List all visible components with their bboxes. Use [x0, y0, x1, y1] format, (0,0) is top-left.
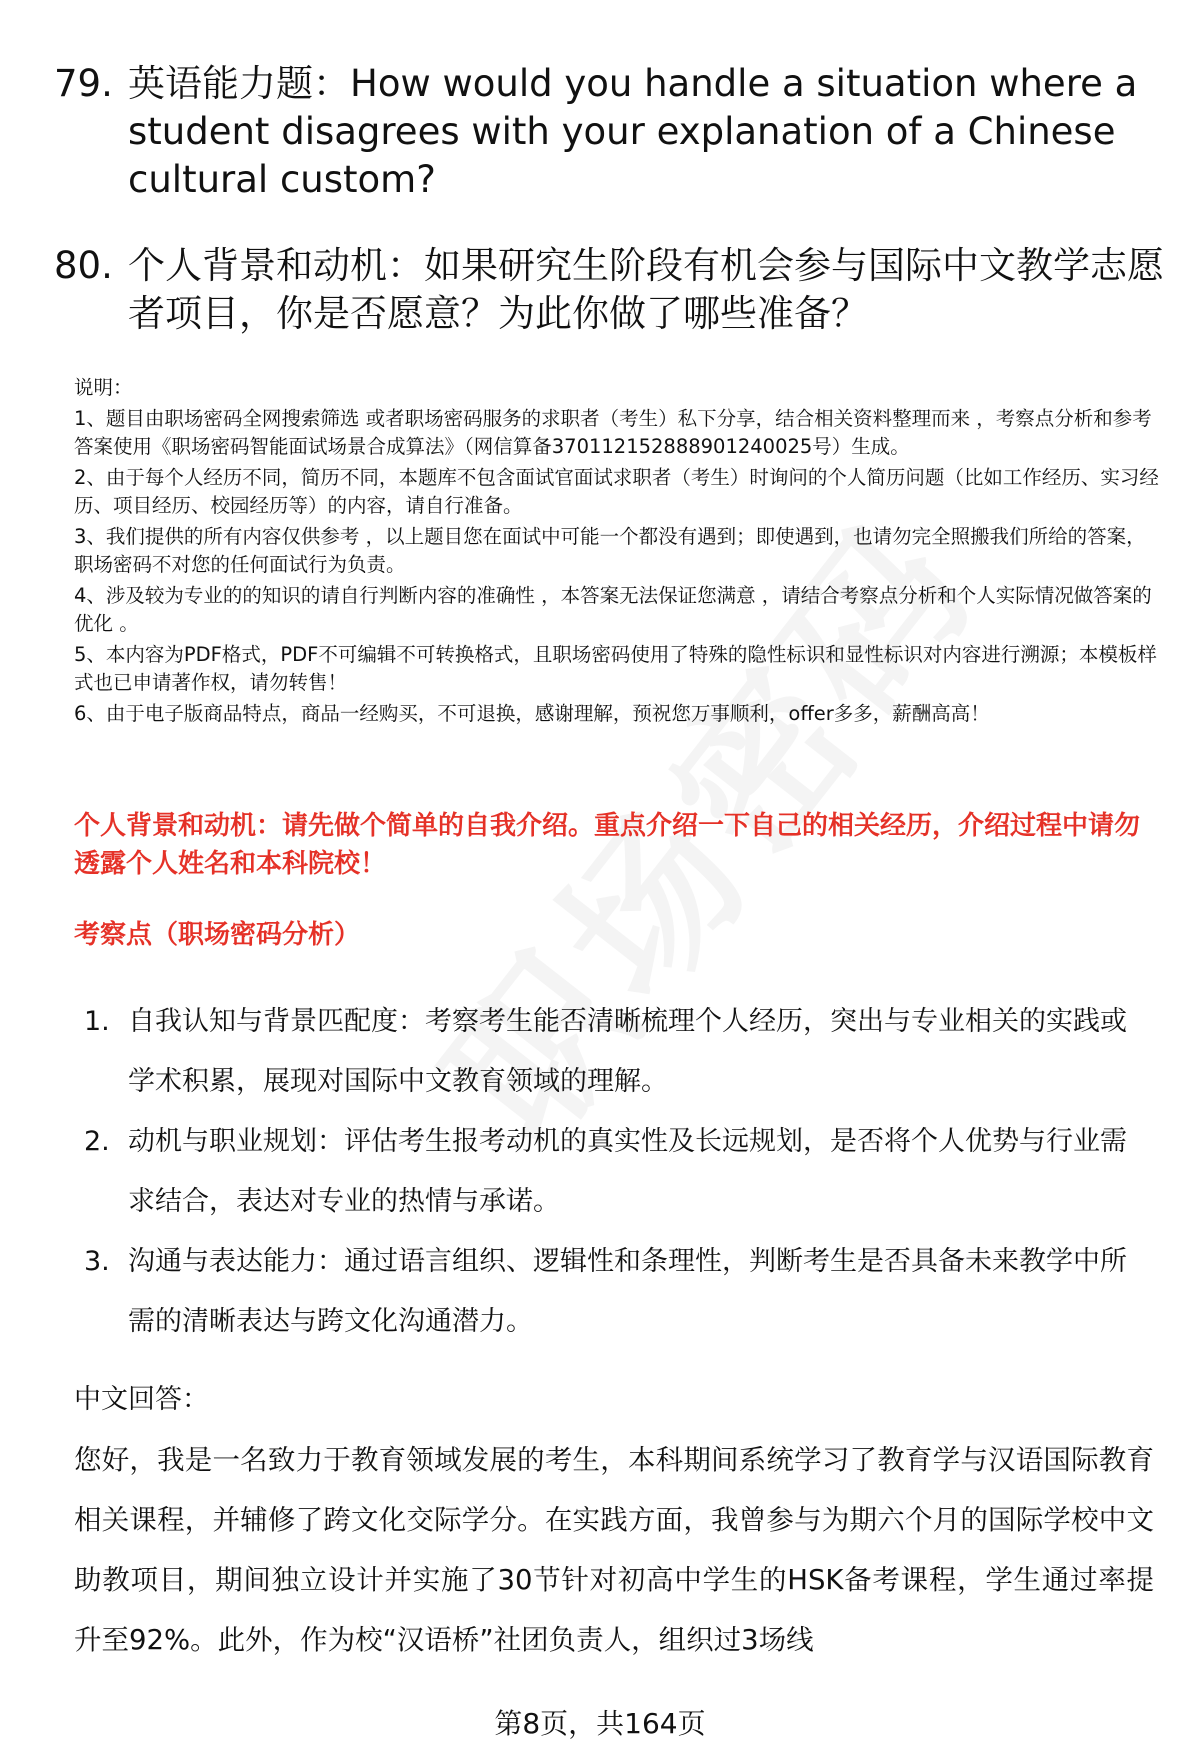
note-item: 4、涉及较为专业的的知识的请自行判断内容的准确性 ，本答案无法保证您满意 ，请结合考察点分析和个人实际情况做答案的优化 。 — [74, 584, 1152, 635]
question-number: 79. — [54, 62, 113, 105]
note-item: 2、由于每个人经历不同，简历不同，本题库不包含面试官面试求职者（考生）时询问的个人简历问题（比如工作经历、实习经历、项目经历、校园经历等）的内容，请自行准备。 — [74, 466, 1159, 517]
point-number: 3. — [84, 1246, 110, 1277]
analysis-points — [74, 992, 1144, 1352]
page-footer: 第8页，共164页 — [494, 1707, 706, 1740]
interview-question-heading: 个人背景和动机：请先做个简单的自我介绍。重点介绍一下自己的相关经历，介绍过程中请勿透露个人姓名和本科院校！ — [74, 811, 1141, 879]
analysis-point — [74, 1232, 1144, 1352]
question-text: 英语能力题：How would you handle a situation where a student disagrees with your explanation of a Chinese cultural custom? — [128, 62, 1138, 201]
question-80 — [54, 242, 1164, 338]
point-text: 动机与职业规划：评估考生报考动机的真实性及长远规划，是否将个人优势与行业需求结合，表达对专业的热情与承诺。 — [128, 1126, 1127, 1217]
analysis-point — [74, 1112, 1144, 1232]
point-text: 沟通与表达能力：通过语言组织、逻辑性和条理性，判断考生是否具备未来教学中所需的清晰表达与跨文化沟通潜力。 — [128, 1246, 1127, 1337]
question-text: 个人背景和动机：如果研究生阶段有机会参与国际中文教学志愿者项目，你是否愿意？为此你做了哪些准备？ — [128, 244, 1164, 335]
note-item: 3、我们提供的所有内容仅供参考 ，以上题目您在面试中可能一个都没有遇到；即使遇到，也请勿完全照搬我们所给的答案，职场密码不对您的任何面试行为负责。 — [74, 525, 1146, 576]
note-item: 1、题目由职场密码全网搜索筛选 或者职场密码服务的求职者（考生）私下分享，结合相关资料整理而来 ，考察点分析和参考答案使用《职场密码智能面试场景合成算法》（网信算备370112152888901240025号）生成。 — [74, 407, 1152, 458]
point-number: 1. — [84, 1006, 110, 1037]
answer-text: 您好，我是一名致力于教育领域发展的考生，本科期间系统学习了教育学与汉语国际教育相关课程，并辅修了跨文化交际学分。在实践方面，我曾参与为期六个月的国际学校中文助教项目，期间独立设计并实施了30节针对初高中学生的HSK备考课程，学生通过率提升至92%。此外，作为校“汉语桥”社团负责人，组织过3场线 — [74, 1444, 1154, 1656]
notes-title: 说明： — [74, 376, 133, 399]
point-number: 2. — [84, 1126, 110, 1157]
note-item: 6、由于电子版商品特点，商品一经购买，不可退换，感谢理解，预祝您万事顺利，offer多多，薪酬高高！ — [74, 702, 990, 725]
answer-label: 中文回答： — [74, 1384, 209, 1415]
notes-section — [74, 374, 1164, 731]
analysis-heading: 考察点（职场密码分析） — [74, 920, 361, 950]
note-item: 5、本内容为PDF格式，PDF不可编辑不可转换格式，且职场密码使用了特殊的隐性标识和显性标识对内容进行溯源；本模板样式也已申请著作权，请勿转售！ — [74, 643, 1157, 694]
point-text: 自我认知与背景匹配度：考察考生能否清晰梳理个人经历，突出与专业相关的实践或学术积累，展现对国际中文教育领域的理解。 — [128, 1006, 1127, 1097]
analysis-point — [74, 992, 1144, 1112]
question-number: 80. — [54, 244, 113, 287]
question-79 — [54, 60, 1164, 204]
